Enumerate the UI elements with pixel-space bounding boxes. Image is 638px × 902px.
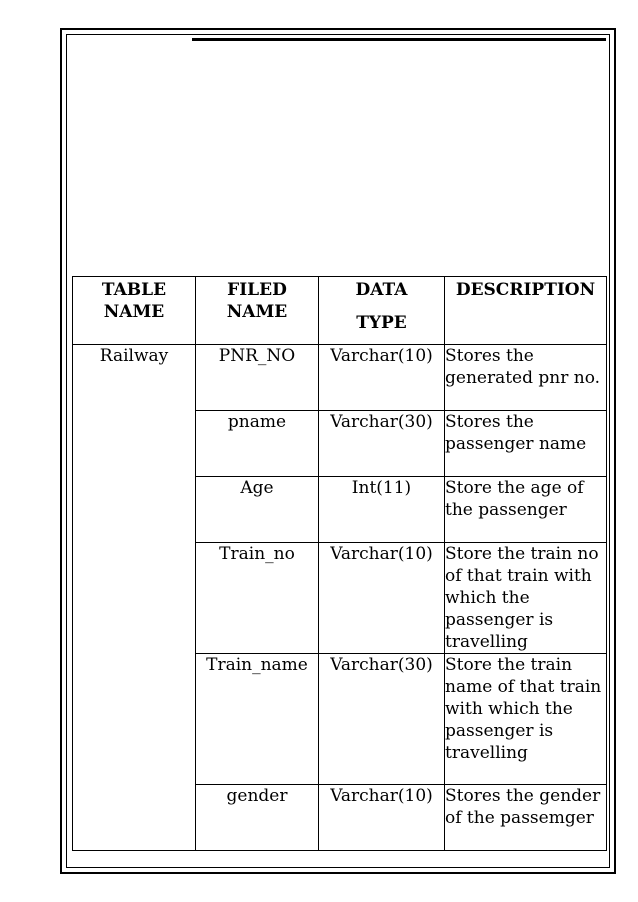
data-type-cell: Varchar(30) [319,654,445,785]
description-cell: Stores the passenger name [445,411,607,477]
field-name-cell: Train_no [196,543,319,654]
data-dictionary-table [72,276,607,851]
data-type-cell: Varchar(10) [319,543,445,654]
description-cell: Store the train no of that train with which the passenger is travelling [445,543,607,654]
description-cell: Stores the generated pnr no. [445,345,607,411]
field-name-cell: Train_name [196,654,319,785]
header-field-name: FILED NAME [196,277,319,345]
data-type-cell: Varchar(10) [319,785,445,851]
header-row [73,277,607,345]
header-data-type [319,277,445,345]
description-cell: Store the age of the passenger [445,477,607,543]
header-description: DESCRIPTION [445,277,607,345]
data-type-cell: Int(11) [319,477,445,543]
field-name-cell: Age [196,477,319,543]
table-row [73,345,607,411]
description-cell: Store the train name of that train with which the passenger is travelling [445,654,607,785]
data-type-cell: Varchar(10) [319,345,445,411]
header-data-type-line2: TYPE [356,313,407,333]
field-name-cell: PNR_NO [196,345,319,411]
table-name-cell: Railway [73,345,196,851]
field-name-cell: pname [196,411,319,477]
field-name-cell: gender [196,785,319,851]
header-table-name: TABLE NAME [73,277,196,345]
header-rule [192,38,606,41]
header-data-type-line1: DATA [355,280,408,300]
data-type-cell: Varchar(30) [319,411,445,477]
description-cell: Stores the gender of the passemger [445,785,607,851]
